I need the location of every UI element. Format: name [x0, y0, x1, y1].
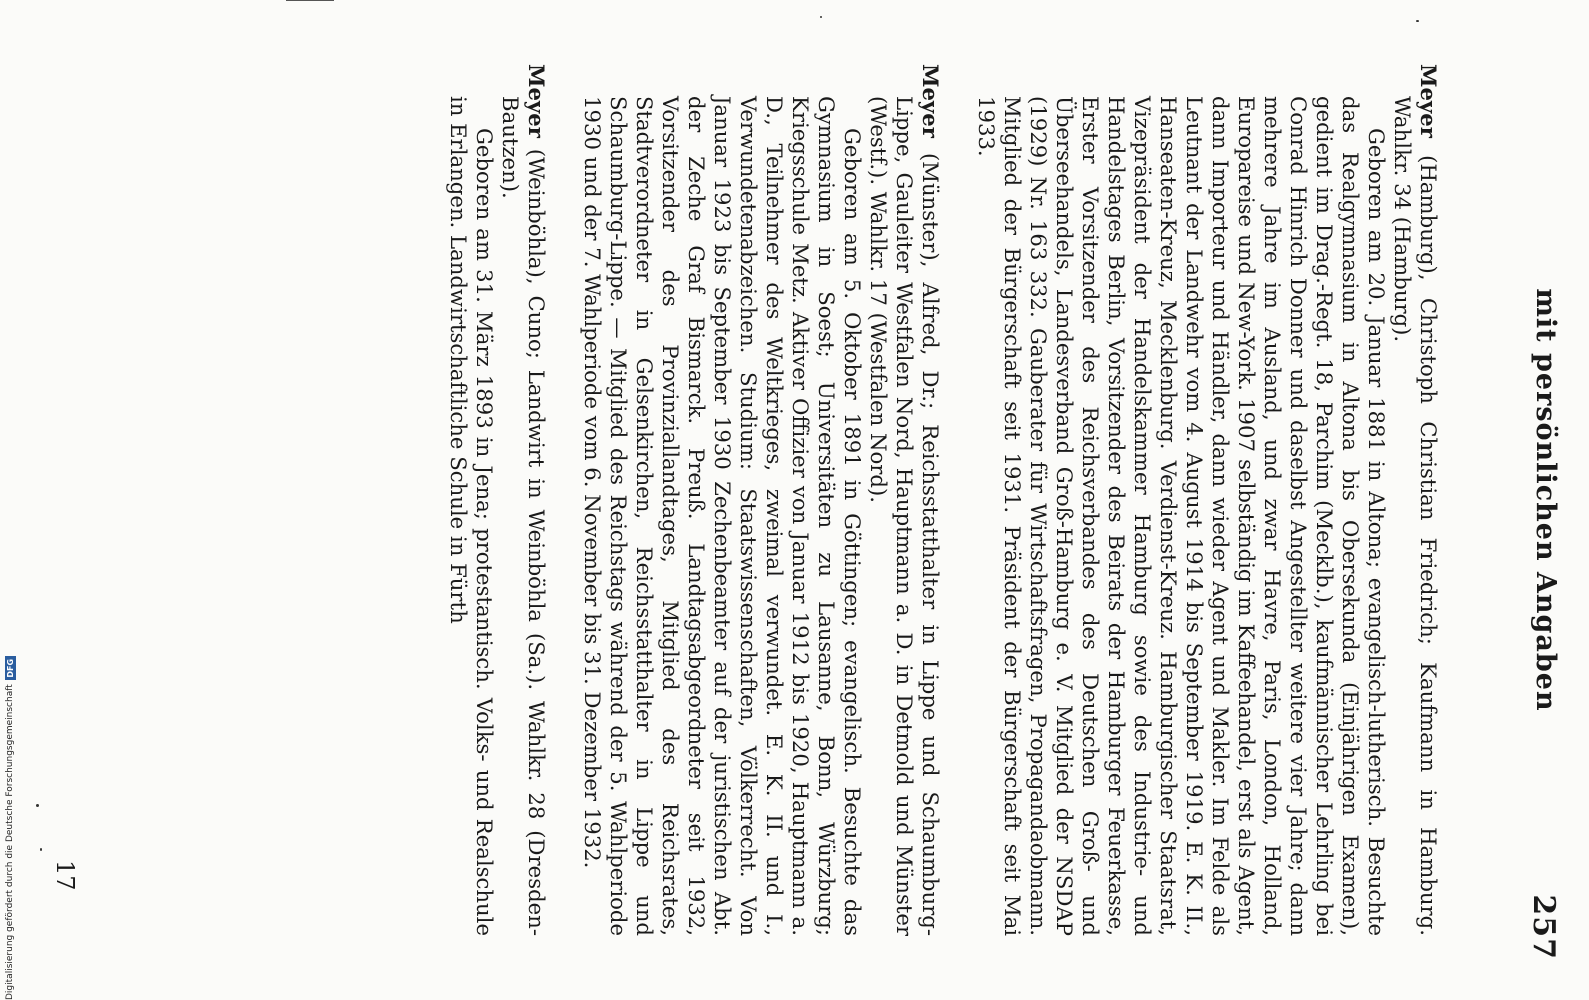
running-head — [1521, 40, 1571, 960]
biography-entry — [445, 64, 549, 936]
credit-text: Digitalisierung gefördert durch die Deutsche Forschungsgemeinschaft — [5, 684, 15, 1000]
dfg-logo-icon: DFG — [5, 656, 16, 680]
page-number: 257 — [1526, 894, 1561, 960]
entry-header-text: (Weinböhla), Cuno; Landwirt in Weinböhla (Sa.). Wahlkr. 28 (Dresden-Bautzen). — [498, 96, 549, 936]
biography-entries — [1, 64, 1441, 936]
entry-header-text: (Münster), Alfred, Dr.; Reichsstatthalter in Lippe und Schaumburg-Lippe, Gauleiter Westfalen Nord, Hauptmann a. D. in Detmold und Münster (Westf.). Wahlkr. 17 (Westfalen Nord). — [866, 96, 943, 936]
entry-body: Geboren am 5. Oktober 1891 in Göttingen; evangelisch. Besuchte das Gymnasium in Soest; Universitäten zu Lausanne, Bonn, Würzburg; Kriegsschule Metz. Aktiver Offizier von Januar 1912 bis 1920, Hauptmann a. D., Teilnehmer des Weltkrieges, zweimal verwundet. E. K. II. und I., Verwundetenabzeichen. Studium: Staatswissenschaften, Völkerrecht. Von Januar 1923 bis September 1930 Zechenbeamter auf der juristischen Abt. der Zeche Graf Bismarck. Preuß. Landtagsabgeordneter seit 1932, Vorsitzender des Provinziallandtages, Mitglied des Reichsrates, Stadtverordneter in Gelsenkirchen, Reichsstatthalter in Lippe und Schaumburg-Lippe. — Mitglied des Reichstags während der 5. Wahlperiode 1930 und der 7. Wahlperiode vom 6. November bis 31. Dezember 1932. — [580, 96, 865, 936]
entry-body: Geboren am 31. März 1893 in Jena; protestantisch. Volks- und Realschule in Erlangen. Landwirtschaftliche Schule in Fürth — [446, 96, 497, 936]
entry-name: Meyer — [1416, 64, 1441, 138]
entry-header-text: (Hamburg), Christoph Christian Friedrich; Kaufmann in Hamburg. Wahlkr. 34 (Hamburg). — [1390, 96, 1441, 936]
folio-number: 17 — [51, 860, 79, 891]
biography-entry — [973, 64, 1441, 936]
entry-name: Meyer — [524, 64, 549, 138]
entry-name: Meyer — [918, 64, 943, 138]
biography-entry — [579, 64, 943, 936]
entry-header — [865, 64, 943, 936]
entry-header — [497, 64, 549, 936]
entry-body: Geboren am 20. Januar 1881 in Altona; evangelisch-lutherisch. Besuchte das Realgymnasium in Altona bis Obersekunda (Einjährigen Examen), gedient im Drag.-Regt. 18, Parchim (Mecklb.), kaufmännischer Lehrling bei Conrad Hinrich Donner und daselbst Angestellter weitere vier Jahre; dann mehrere Jahre im Ausland, und zwar Havre, Paris, London, Holland, Europareise und New-York. 1907 selbständig im Kaffeehandel, erst als Agent, dann Importeur und Händler, dann wieder Agent und Makler. Im Felde als Leutnant der Landwehr vom 4. August 1914 bis September 1919. E. K. II., Hanseaten-Kreuz, Mecklenburg. Verdienst-Kreuz. Hamburgischer Staatsrat, Vizepräsident der Handelskammer Hamburg sowie des Industrie- und Handelstages Berlin, Vorsitzender des Beirats der Hamburger Feuerkasse, Erster Vorsitzender des Reichsverbandes des Deutschen Groß- und Überseehandels, Landesverband Groß-Hamburg e. V. Mitglied der NSDAP (1929) Nr. 163 332. Gauberater für Wirtschaftsfragen, Propagandaobmann. Mitglied der Bürgerschaft seit 1931. Präsident der Bürgerschaft seit Mai 1933. — [974, 96, 1389, 936]
running-head-title: mit persönlichen Angaben — [1530, 288, 1561, 712]
entry-header — [1389, 64, 1441, 936]
digitization-credit — [0, 580, 20, 1000]
